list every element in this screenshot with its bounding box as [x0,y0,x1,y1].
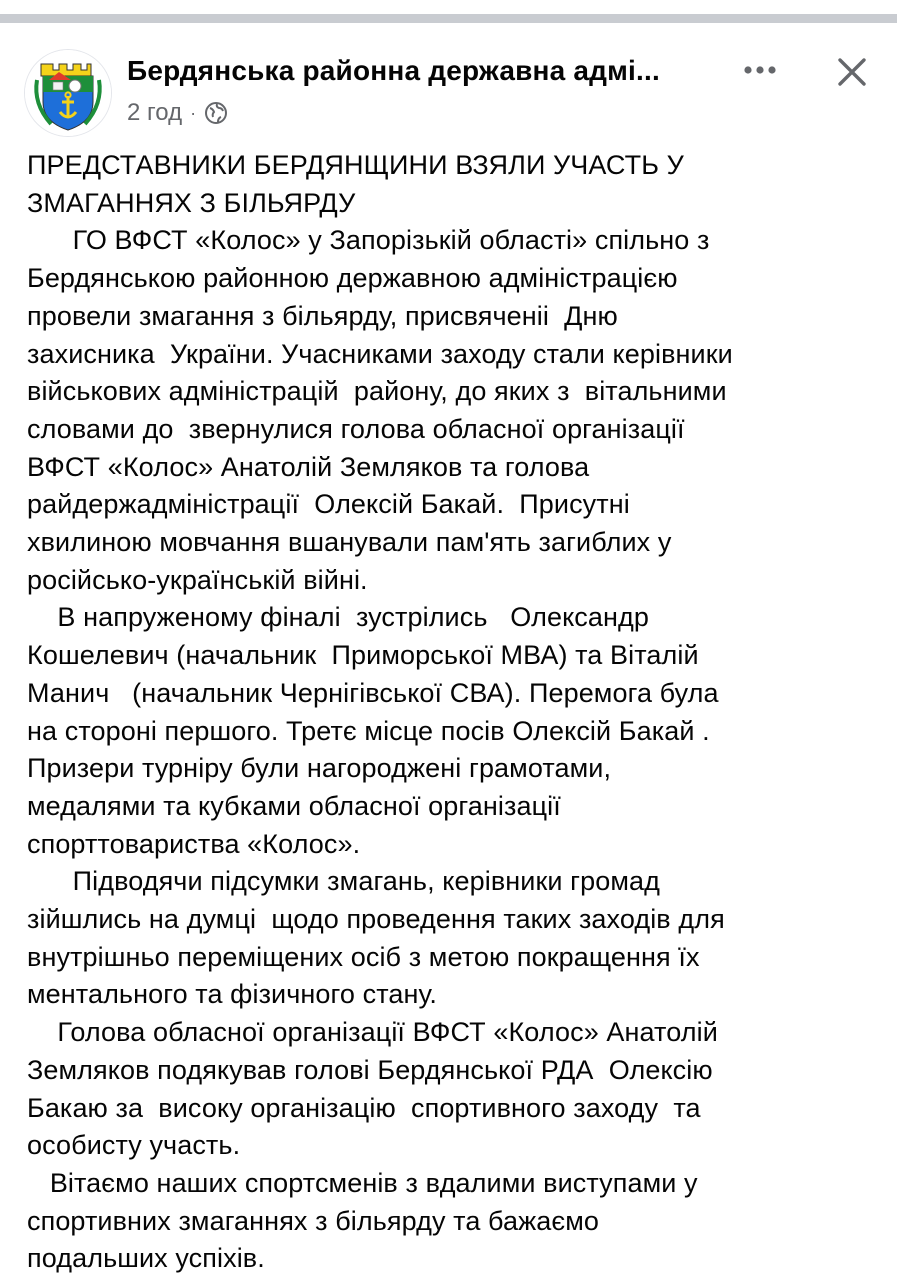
post-line: райдержадміністрації Олексій Бакай. Присутні [27,489,630,520]
close-button[interactable] [832,52,872,92]
post-line: ГО ВФСТ «Колос» у Запорізькій області» спільно з [27,225,710,256]
post-text [27,147,887,1278]
crest-logo [25,50,111,136]
post-line: хвилиною мовчання вшанували пам'ять загиблих у [27,527,672,558]
post-line: на стороні першого. Третє місце посів Олексій Бакай . [27,715,710,746]
close-icon [836,56,868,88]
top-divider [0,14,897,23]
post-line: внутрішньо переміщених осіб з метою покращення їх [27,941,700,972]
post-line: спортивних змаганнях з більярду та бажаємо [27,1205,600,1236]
post-line: провели змагання з більярду, присвяченіі Дню [27,300,618,331]
post-line: ментального та фізичного стану. [27,979,437,1010]
post-line: медалями та кубками обласної організації [27,790,561,821]
post-line: Вітаємо наших спортсменів з вдалими виступами у [27,1167,698,1198]
post-line: захисника України. Учасниками заходу стали керівники [27,338,733,369]
post-line: особисту участь. [27,1130,241,1161]
post-line: подальших успіхів. [27,1243,265,1274]
meta-separator: · [190,102,197,123]
top-edge [0,0,897,23]
post-line: ВФСТ «Колос» Анатолій Земляков та голова [27,451,590,482]
post-line: Бердянською районною державною адміністрацією [27,263,678,294]
post-line: Призери турніру були нагороджені грамотами, [27,753,612,784]
post-line: ЗМАГАННЯХ З БІЛЬЯРДУ [27,187,356,218]
more-options-button[interactable] [740,54,780,86]
page-name[interactable]: Бердянська районна державна адмі... [127,55,660,86]
post-line: зійшлись на думці щодо проведення таких заходів для [27,904,725,935]
post-meta [127,98,228,128]
post-line: Кошелевич (начальник Приморської МВА) та Віталій [27,640,699,671]
post-line: Земляков подякував голові Бердянської РДА Олексію [27,1054,713,1085]
globe-icon[interactable] [204,101,228,125]
post-line: В напруженому фіналі зустрілись Олександр [27,602,649,633]
post-time[interactable]: 2 год [127,99,183,126]
post-line: словами до звернулися голова обласної організації [27,413,685,444]
post-line: ПРЕДСТАВНИКИ БЕРДЯНЩИНИ ВЗЯЛИ УЧАСТЬ У [27,150,684,180]
page-avatar[interactable] [24,49,112,137]
post-line: російсько-українській війні. [27,564,368,595]
more-dots-icon [743,65,777,75]
post-line: Підводячи підсумки змагань, керівники громад [27,866,660,897]
post-line: Манич (начальник Чернігівської СВА). Перемога була [27,677,719,708]
post-line: Бакаю за високу організацію спортивного заходу та [27,1092,701,1123]
post-line: спорттовариства «Колос». [27,828,361,859]
post-line: військових адміністрацій району, до яких з вітальними [27,376,727,407]
post-line: Голова обласної організації ВФСТ «Колос» Анатолій [27,1017,718,1048]
